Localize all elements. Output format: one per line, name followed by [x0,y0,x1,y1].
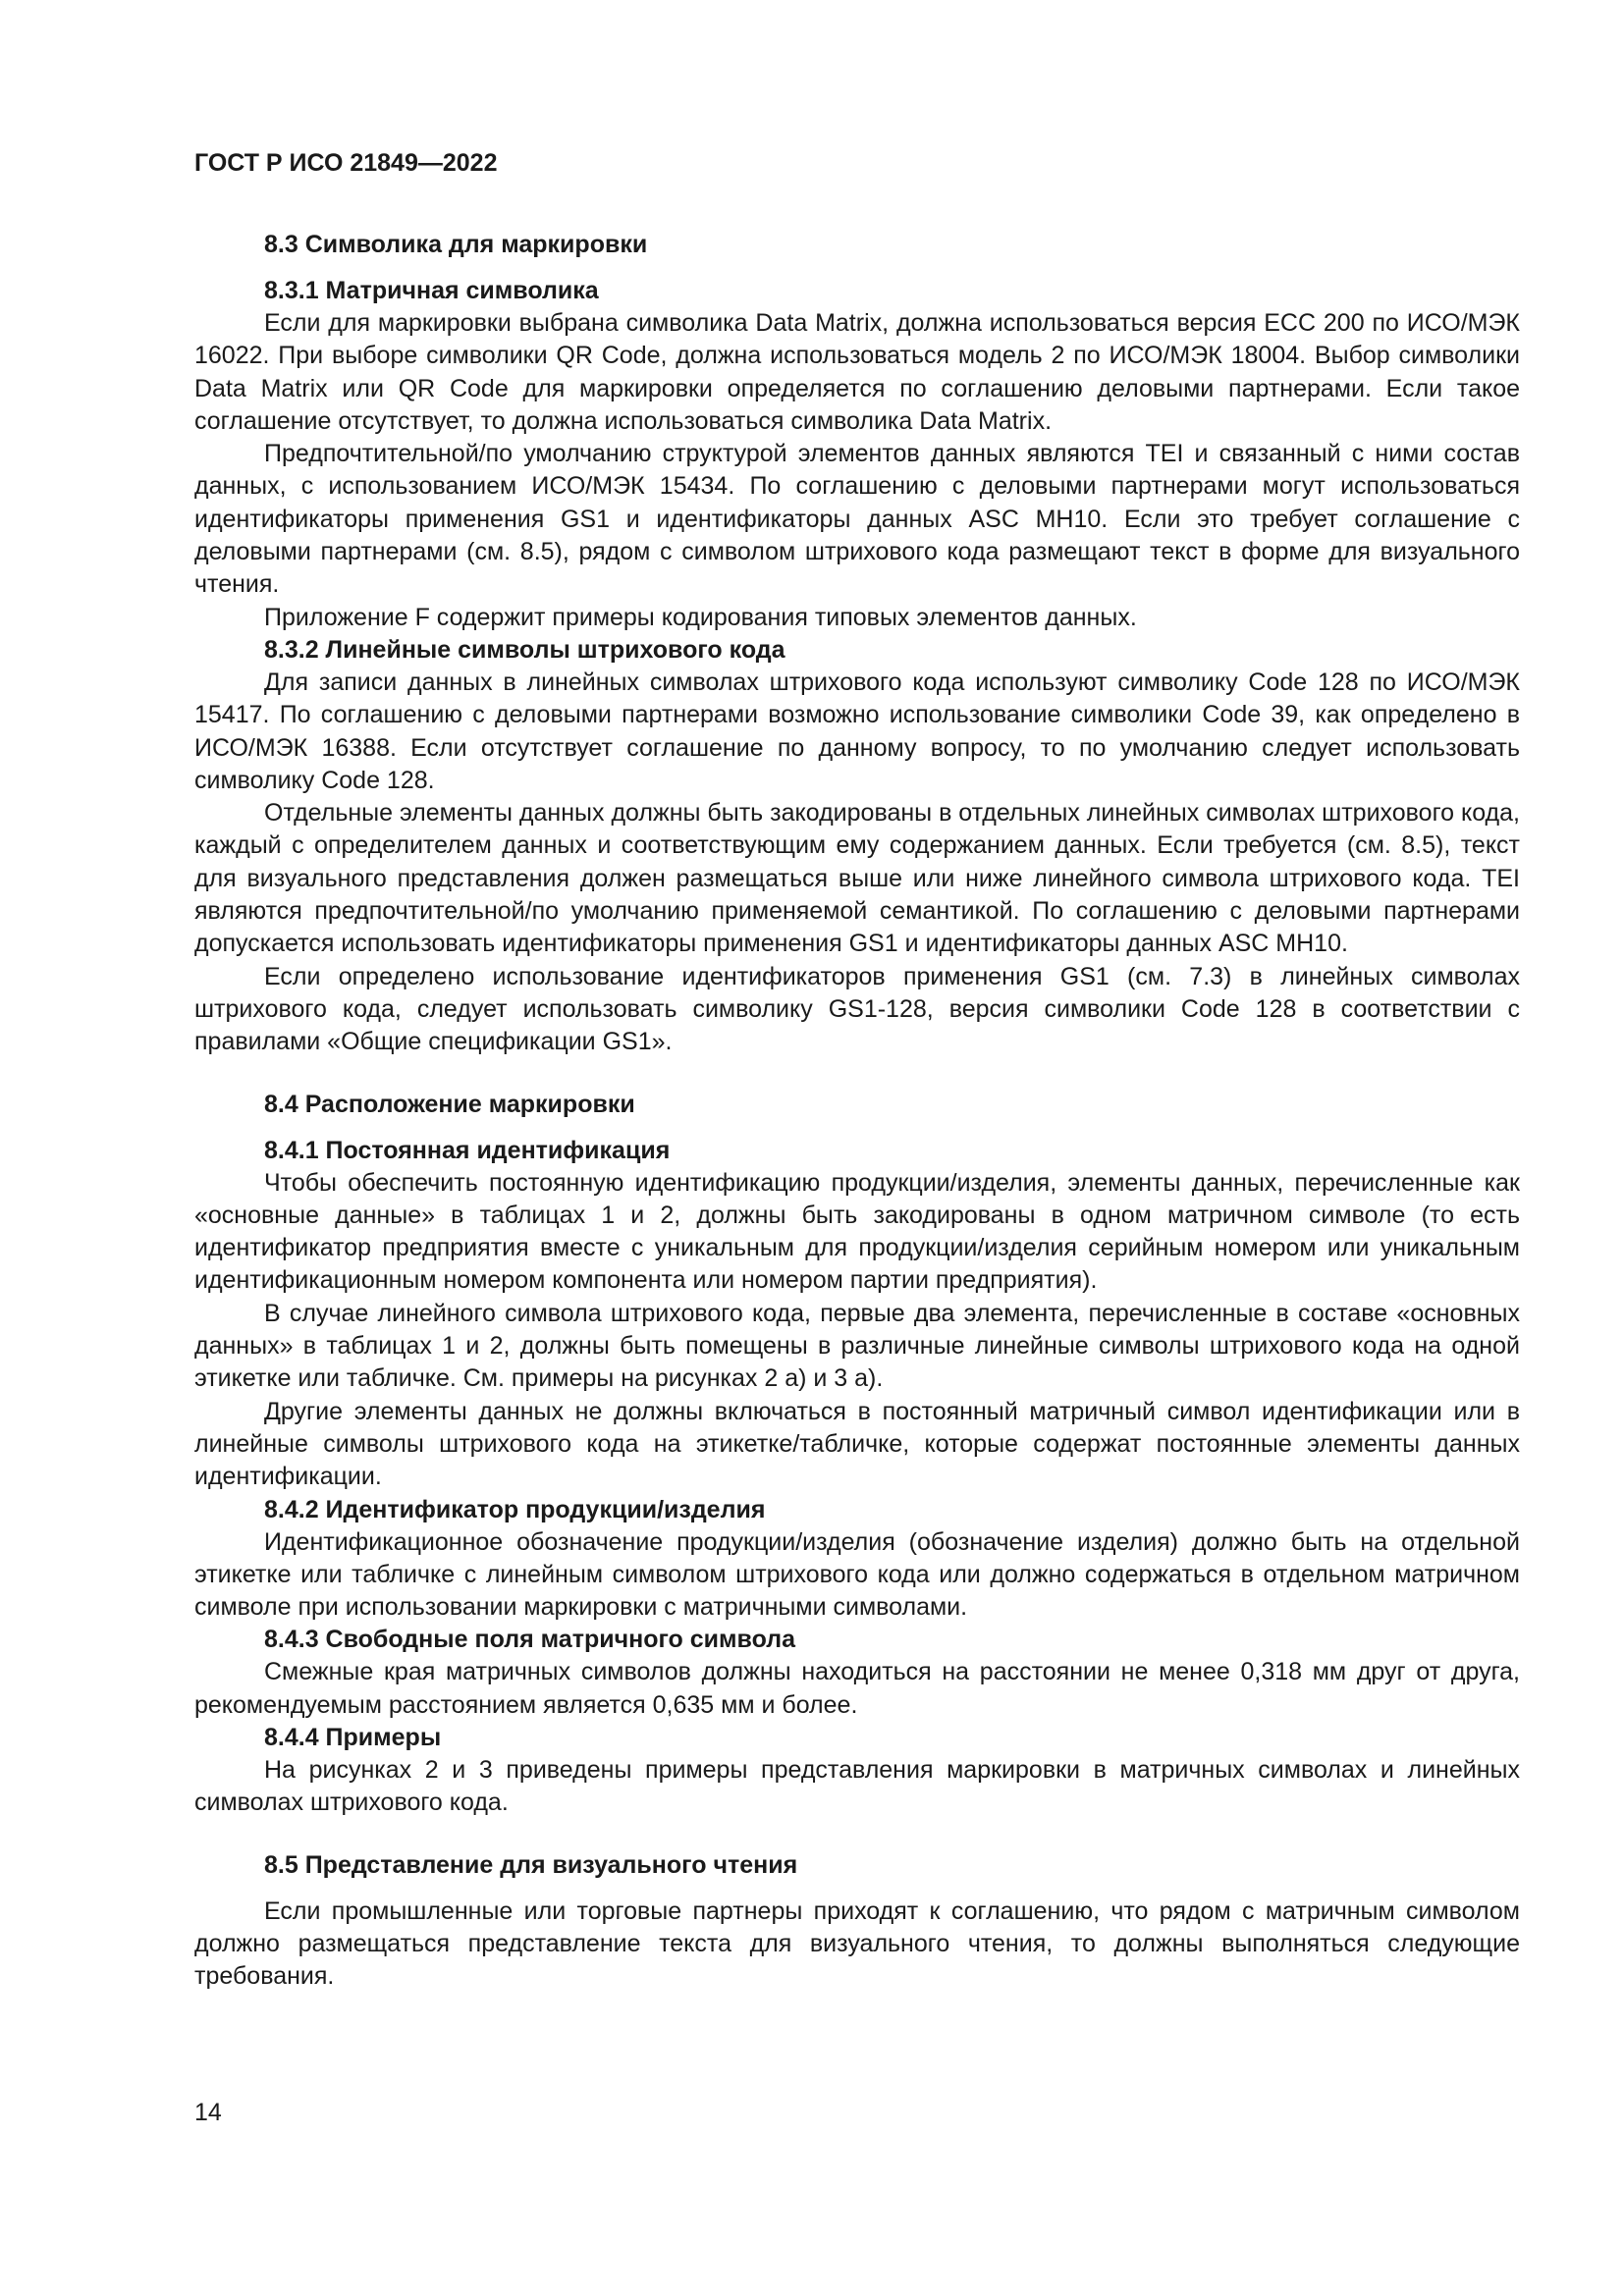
section-title-8-5: 8.5 Представление для визуального чтения [264,1850,798,1879]
paragraph: В случае линейного символа штрихового кода, первые два элемента, перечисленные в составе «основных данных» в таблицах 1 и 2, должны быть помещены в различные линейные символы штрихового кода на одной этикетке или табличке. См. примеры на рисунках 2 а) и 3 а). [194,1299,1520,1393]
paragraph: Если для маркировки выбрана символика Data Matrix, должна использоваться версия ЕСС 200 по ИСО/МЭК 16022. При выборе символики QR Code, должна использоваться модель 2 по ИСО/МЭК 18004. Выбор символики Data Matrix или QR Code для маркировки определяется по соглашению деловыми партнерами. Если такое соглашение отсутствует, то должна использоваться символика Data Matrix. [194,309,1520,435]
paragraph: Приложение F содержит примеры кодирования типовых элементов данных. [264,603,1137,631]
paragraph: Другие элементы данных не должны включаться в постоянный матричный символ идентификации или в линейные символы штрихового кода на этикетке/табличке, которые содержат постоянные элементы данных идентификации. [194,1397,1520,1491]
section-title-8-3: 8.3 Символика для маркировки [264,231,648,258]
subsection-title-8-4-2: 8.4.2 Идентификатор продукции/изделия [264,1495,766,1523]
paragraph: Если определено использование идентификаторов применения GS1 (см. 7.3) в линейных символах штрихового кода, следует использовать символику GS1-128, версия символики Code 128 в соответствии с правилами «Общие спецификации GS1». [194,962,1520,1056]
paragraph: Смежные края матричных символов должны находиться на расстоянии не менее 0,318 мм друг от друга, рекомендуемым расстоянием является 0,635 мм и более. [194,1658,1520,1719]
paragraph: Предпочтительной/по умолчанию структурой элементов данных являются TEI и связанный с ними состав данных, с использованием ИСО/МЭК 15434. По соглашению с деловыми партнерами могут использоваться идентификаторы применения GS1 и идентификаторы данных ASC MH10. Если это требует соглашение с деловыми партнерами (см. 8.5), рядом с символом штрихового кода размещают текст в форме для визуального чтения. [194,440,1520,599]
paragraph: Если промышленные или торговые партнеры приходят к соглашению, что рядом с матричным символом должно размещаться представление текста для визуального чтения, то должны выполняться следующие требования. [194,1896,1520,1991]
section-title-8-4: 8.4 Расположение маркировки [264,1090,635,1118]
paragraph: Отдельные элементы данных должны быть закодированы в отдельных линейных символах штрихового кода, каждый с определителем данных и соответствующим ему содержанием данных. Если требуется (см. 8.5), текст для визуального представления должен размещаться выше или ниже линейного символа штрихового кода. TEI являются предпочтительной/по умолчанию применяемой семантикой. По соглашению с деловыми партнерами допускается использовать идентификаторы применения GS1 и идентификаторы данных ASC MH10. [194,799,1520,958]
page-number: 14 [194,2099,222,2126]
paragraph: Чтобы обеспечить постоянную идентификацию продукции/изделия, элементы данных, перечисленные как «основные данные» в таблицах 1 и 2, должны быть закодированы в одном матричном символе (то есть идентификатор предприятия вместе с уникальным для продукции/изделия серийным номером или уникальным идентификационным номером компонента или номером партии предприятия). [194,1168,1520,1295]
subsection-title-8-3-2: 8.3.2 Линейные символы штрихового кода [264,635,785,664]
subsection-title-8-4-1: 8.4.1 Постоянная идентификация [264,1136,671,1164]
document-page [194,147,1520,1993]
paragraph: Для записи данных в линейных символах штрихового кода используют символику Code 128 по ИСО/МЭК 15417. По соглашению с деловыми партнерами возможно использование символики Code 39, как определено в ИСО/МЭК 16388. Если отсутствует соглашение по данному вопросу, то по умолчанию следует использовать символику Code 128. [194,667,1520,794]
standard-header: ГОСТ Р ИСО 21849—2022 [194,149,498,177]
paragraph: На рисунках 2 и 3 приведены примеры представления маркировки в матричных символах и линейных символах штрихового кода. [194,1755,1520,1817]
paragraph: Идентификационное обозначение продукции/изделия (обозначение изделия) должно быть на отдельной этикетке или табличке с линейным символом штрихового кода или должно содержаться в отдельном матричном символе при использовании маркировки с матричными символами. [194,1527,1520,1622]
subsection-title-8-4-3: 8.4.3 Свободные поля матричного символа [264,1626,796,1654]
subsection-title-8-3-1: 8.3.1 Матричная символика [264,277,599,304]
subsection-title-8-4-4: 8.4.4 Примеры [264,1723,442,1751]
